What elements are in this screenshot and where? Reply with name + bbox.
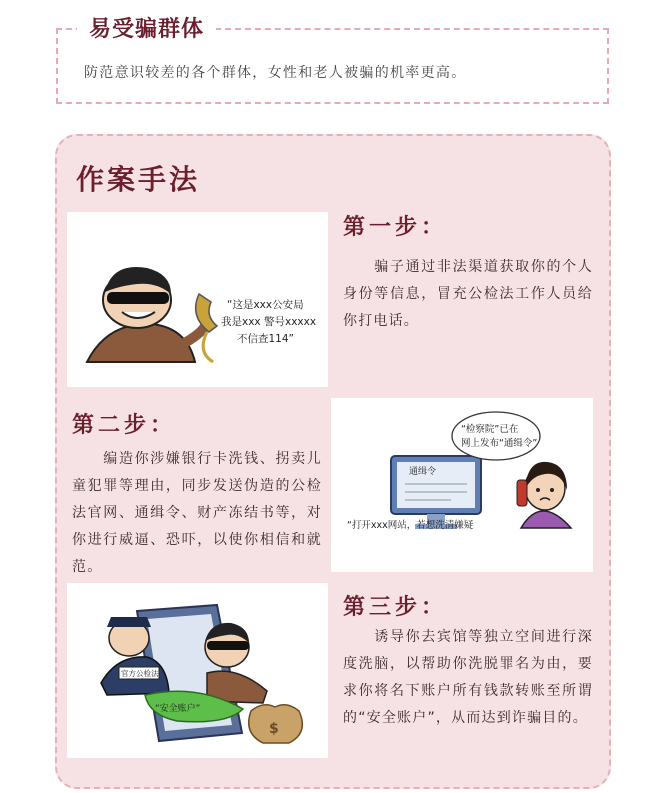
step1-title: 第一步：	[343, 214, 448, 240]
step2-caption: “打开xxx网站，若想洗清嫌疑	[347, 520, 474, 531]
step3-text: 诱导你去宾馆等独立空间进行深度洗脑，以帮助你洗脱罪名为由，要求你将名下账户所有钱款转账至所谓的“安全账户”，从而达到诈骗目的。	[343, 629, 593, 726]
step1-speech-line-3: 不信查114”	[237, 333, 294, 345]
methods-title: 作案手法	[76, 163, 201, 196]
step1-illustration	[67, 212, 328, 387]
vulnerable-groups-title: 易受骗群体	[77, 12, 216, 43]
badge-label: 官方公检法	[121, 669, 159, 678]
screen-label: 通缉令	[409, 467, 437, 477]
account-label: “安全账户”	[155, 704, 201, 714]
money-bag-symbol: $	[269, 721, 279, 737]
step1-text: 骗子通过非法渠道获取你的个人身份等信息，冒充公检法工作人员给你打电话。	[343, 259, 593, 329]
step3-illustration	[67, 583, 328, 758]
vulnerable-groups-text: 防范意识较差的各个群体，女性和老人被骗的机率更高。	[84, 65, 467, 81]
step1-speech-line-1: “这是xxx公安局	[227, 299, 304, 311]
step3-title: 第三步：	[343, 594, 448, 620]
computer-warrant-icon	[331, 398, 593, 572]
step2-title: 第二步：	[72, 412, 177, 438]
police-scammer-icon	[67, 583, 328, 758]
step2-bubble-line-2: 网上发布“通缉令”	[461, 438, 538, 449]
step2-illustration	[331, 398, 593, 572]
step2-bubble-line-1: “检察院”已在	[461, 424, 519, 435]
step1-speech-line-2: 我是xxx 警号xxxxx	[221, 316, 317, 328]
step2-text: 编造你涉嫌银行卡洗钱、拐卖儿童犯罪等理由，同步发送伪造的公检法官网、通缉令、财产冻结书等，对你进行威逼、恐吓，以使你相信和就范。	[72, 451, 322, 575]
